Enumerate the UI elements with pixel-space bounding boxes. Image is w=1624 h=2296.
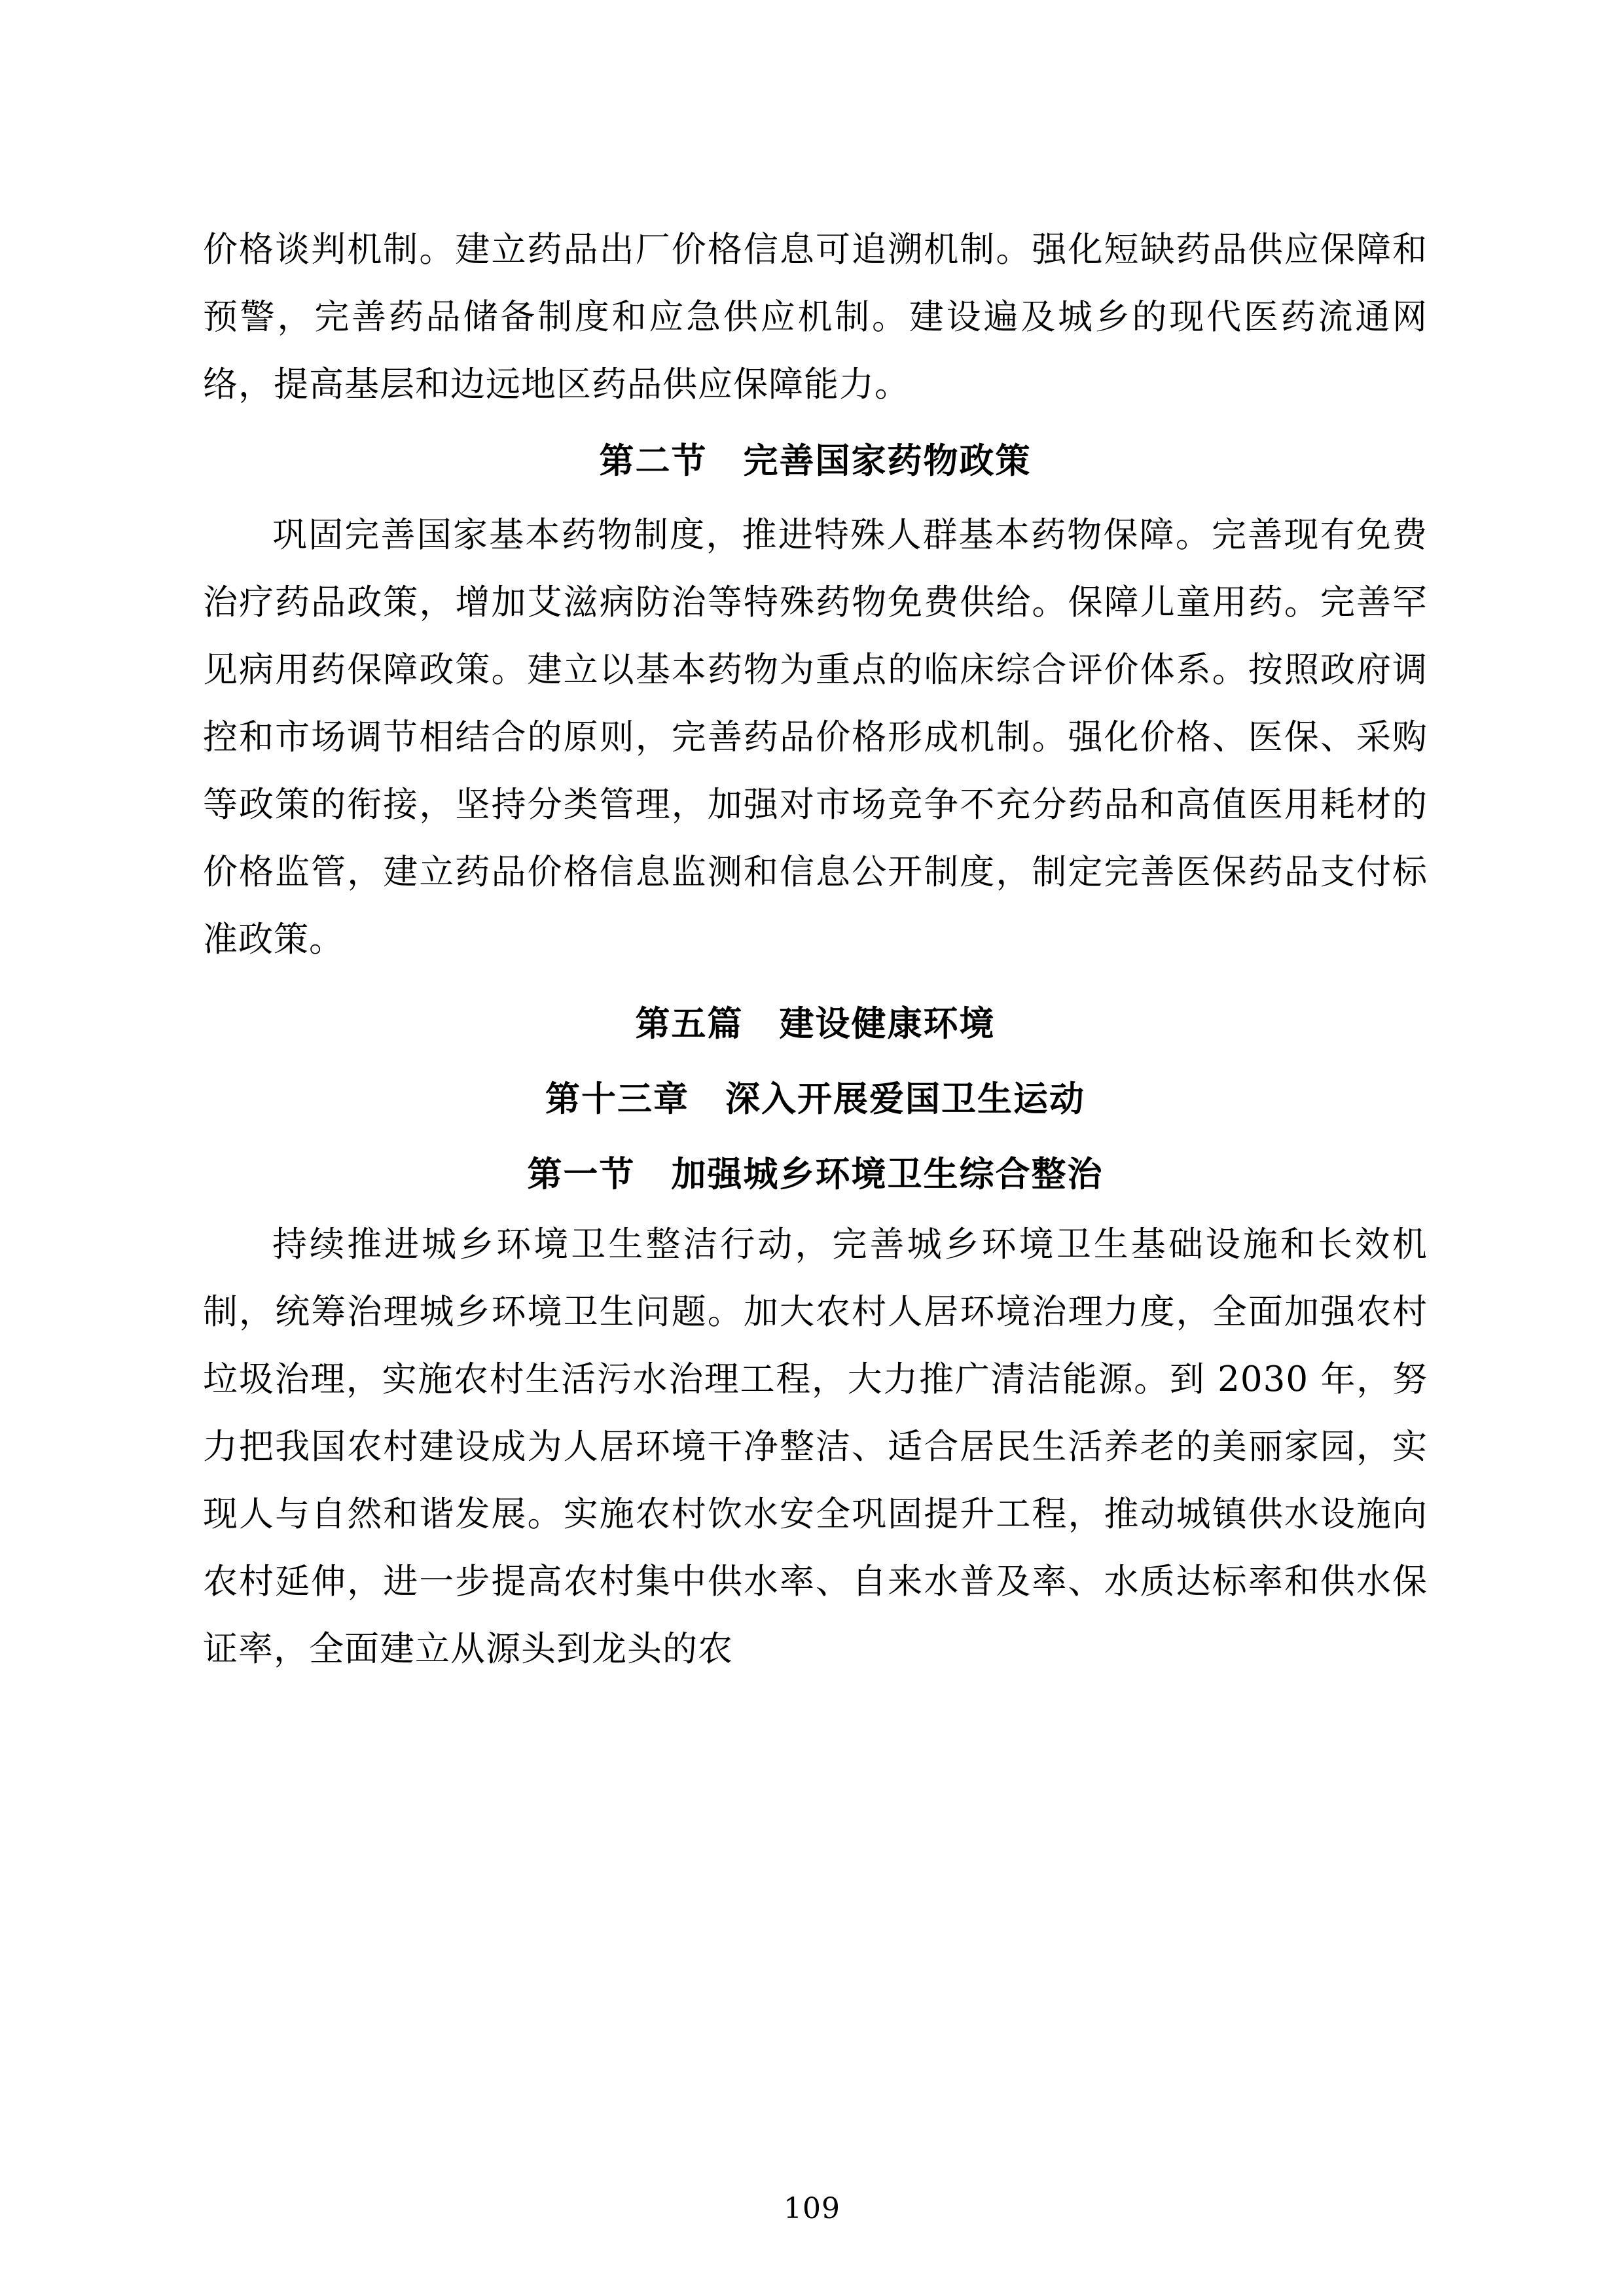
chapter-heading-patriotic-health-campaign: 第十三章 深入开展爱国卫生运动: [545, 1079, 1085, 1119]
part-heading-healthy-environment: 第五篇 建设健康环境: [635, 1004, 996, 1044]
section-heading-national-drug-policy: 第二节 完善国家药物政策: [599, 441, 1032, 481]
paragraph-drug-price-mechanism: 价格谈判机制。建立药品出厂价格信息可追溯机制。强化短缺药品供应保障和预警，完善药品储备制度和应急供应机制。建设遍及城乡的现代医药流通网络，提高基层和边远地区药品供应保障能力。: [203, 230, 1428, 404]
paragraph-essential-drug-system: 巩固完善国家基本药物制度，推进特殊人群基本药物保障。完善现有免费治疗药品政策，增加艾滋病防治等特殊药物免费供给。保障儿童用药。完善罕见病用药保障政策。建立以基本药物为重点的临床综合评价体系。按照政府调控和市场调节相结合的原则，完善药品价格形成机制。强化价格、医保、采购等政策的衔接，坚持分类管理，加强对市场竞争不充分药品和高值医用耗材的价格监管，建立药品价格信息监测和信息公开制度，制定完善医保药品支付标准政策。: [203, 515, 1428, 960]
spacer: [203, 973, 1428, 985]
page-number: 109: [784, 2192, 840, 2225]
paragraph-rural-environment-improvement: 持续推进城乡环境卫生整洁行动，完善城乡环境卫生基础设施和长效机制，统筹治理城乡环境卫生问题。加大农村人居环境治理力度，全面加强农村垃圾治理，实施农村生活污水治理工程，大力推广清洁能源。到 2030 年，努力把我国农村建设成为人居环境干净整洁、适合居民生活养老的美丽家园，实现人与自然和谐发展。实施农村饮水安全巩固提升工程，推动城镇供水设施向农村延伸，进一步提高农村集中供水率、自来水普及率、水质达标率和供水保证率，全面建立从源头到龙头的农: [203, 1225, 1428, 1669]
section-heading-urban-rural-sanitation: 第一节 加强城乡环境卫生综合整治: [527, 1155, 1104, 1194]
